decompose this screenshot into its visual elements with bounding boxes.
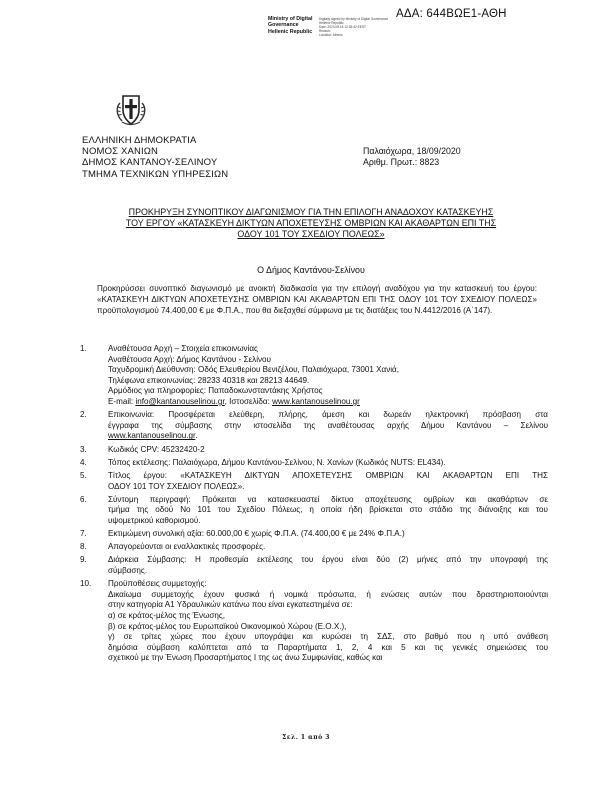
- item-number: 2.: [80, 410, 87, 420]
- tender-items-list: [80, 344, 548, 667]
- item-number: 4.: [80, 457, 87, 467]
- item-line: σύμβασης.: [108, 566, 148, 576]
- municipality-name: Ο Δήμος Καντάνου-Σελίνου: [257, 265, 365, 275]
- protocol-number: Αριθμ. Πρωτ.: 8823: [363, 157, 440, 168]
- website-link[interactable]: www.kantanouselinou.gr: [272, 396, 360, 406]
- signature-stamp: [319, 17, 401, 37]
- item-line: σχετικού με την Ένωση Προσαρτήματος Ι της ως άνω Συμφωνίας, καθώς και: [108, 653, 383, 663]
- signature-issuer: [268, 16, 318, 35]
- intro-line: ΕΠΙ ΤΗΣ ΟΔΟΥ 101 ΤΟΥ ΣΧΕΔΙΟΥ ΠΟΛΕΩΣ» προϋπολογισμού 74.400,00 € με Φ.Π.Α., που θα: [97, 295, 537, 316]
- item-line: β) σε κράτος-μέλος του Ευρωπαϊκού Οικονομικού Χώρου (Ε.Ο.Χ.),: [108, 621, 347, 631]
- item-line: Επικοινωνία: Προσφέρεται ελεύθερη, πλήρης, άμεση και δωρεάν ηλεκτρονική πρόσβαση στα: [108, 410, 548, 420]
- item-line: Αναθέτουσα Αρχή: Δήμος Καντάνου - Σελίνου: [108, 354, 271, 364]
- list-item: [80, 458, 548, 469]
- item-line: Δικαίωμα συμμετοχής έχουν φυσικά ή νομικά πρόσωπα, ή ενώσεις αυτών που δραστηριοποιούνται: [108, 589, 548, 599]
- item-line: υψομετρικού καθορισμού.: [108, 515, 201, 525]
- item-line: Διάρκεια Σύμβασης: Η προθεσμία εκτέλεσης του έργου είναι δύο (2) μήνες από την υπογραφή της: [108, 555, 548, 565]
- item-line: Απαγορεύονται οι εναλλακτικές προσφορές.: [108, 542, 266, 552]
- list-item: [80, 555, 548, 576]
- place-date: Παλαιόχωρα, 18/09/2020: [363, 146, 461, 156]
- list-item: [80, 542, 548, 553]
- item-line: Σύντομη περιγραφή: Πρόκειται να κατασκευαστεί δίκτυο αποχέτευσης ομβρίων και ακαθάρτων σε: [108, 494, 548, 504]
- item-line: Εκτιμώμενη συνολική αξία: 60.000,00 € χωρίς Φ.Π.Α. (74.400,00 € με 24% Φ.Π.Α.): [108, 529, 405, 539]
- item-line: Αναθέτουσα Αρχή – Στοιχεία επικοινωνίας: [108, 344, 258, 353]
- list-item: [80, 445, 548, 456]
- item-line: έγγραφα της σύμβασης στην ιστοσελίδα της αναθέτουσας αρχής Δήμου Καντάνου – Σελίνου: [108, 420, 548, 430]
- list-item: [80, 410, 548, 442]
- email-link[interactable]: info@kantanouselinou.gr: [135, 396, 225, 406]
- list-item: [80, 495, 548, 527]
- list-item: [80, 471, 548, 492]
- authority-line: ΔΗΜΟΣ ΚΑΝΤΑΝΟΥ-ΣΕΛΙΝΟΥ: [82, 157, 218, 169]
- item-link-line: [108, 431, 548, 442]
- item-line: στην κατηγορία Α1 Υδραυλικών κατάνω που είναι εγκατεστημένα σε:: [108, 600, 353, 610]
- signature-issuer-line: Hellenic Republic: [268, 28, 313, 35]
- item-link-suffix: .: [195, 431, 198, 441]
- item-line: Προϋποθέσεις συμμετοχής:: [108, 579, 207, 589]
- item-line: Τηλέφωνα επικοινωνίας: 28233 40318 και 28213 44649.: [108, 375, 310, 385]
- signature-issuer-line: Ministry of Digital: [268, 16, 313, 22]
- item-number: 9.: [80, 555, 87, 565]
- item-line: Ταχυδρομική Διεύθυνση: Οδός Ελευθερίου Βενιζέλου, Παλαιόχωρα, 73001 Χανιά,: [108, 365, 399, 375]
- item-line: γ) σε τρίτες χώρες που έχουν υπογράψει και κυρώσει τη ΣΔΣ, στο βαθμό που η υπό ανάθεση: [108, 632, 548, 642]
- intro-paragraph: [97, 283, 537, 317]
- item-line: α) σε κράτος-μέλος της Ένωσης,: [108, 611, 226, 620]
- website-link[interactable]: www.kantanouselinou.gr: [108, 431, 196, 441]
- signature-stamp-line: Date: 2020.09.18 12:35:42 EEST: [319, 25, 366, 29]
- heading-line: ΟΔΟΥ 101 ΤΟΥ ΣΧΕΔΙΟΥ ΠΟΛΕΩΣ»: [237, 228, 385, 239]
- authority-line: ΤΜΗΜΑ ΤΕΧΝΙΚΩΝ ΥΠΗΡΕΣΙΩΝ: [82, 168, 229, 180]
- item-line: Τίτλος έργου: «ΚΑΤΑΣΚΕΥΗ ΔΙΚΤΥΩΝ ΑΠΟΧΕΤΕΥΣΗΣ ΟΜΒΡΙΩΝ ΚΑΙ ΑΚΑΘΑΡΤΩΝ ΕΠΙ ΤΗΣ: [108, 470, 548, 480]
- authority-line: ΝΟΜΟΣ ΧΑΝΙΩΝ: [82, 146, 159, 158]
- website-label: , Ιστοσελίδα:: [224, 396, 273, 406]
- ada-code: ΑΔΑ: 644ΒΩΕ1-ΑΘΗ: [396, 8, 507, 20]
- item-line: Κωδικός CPV: 45232420-2: [108, 444, 205, 454]
- list-item: [80, 529, 548, 540]
- email-label: E-mail:: [108, 396, 136, 406]
- signature-stamp-line: Location: Athens: [319, 33, 343, 37]
- page-number: Σελ. 1 από 3: [282, 734, 330, 741]
- place-date-block: [363, 146, 563, 168]
- intro-line: κατασκευή του έργου: «ΚΑΤΑΣΚΕΥΗ ΔΙΚΤΥΩΝ ΑΠΟΧΕΤΕΥΣΗΣ ΟΜΒΡΙΩΝ ΚΑΙ ΑΚΑΘΑΡΤΩΝ: [97, 284, 537, 305]
- item-line: ΟΔΟΥ 101 ΤΟΥ ΣΧΕΔΙΟΥ ΠΟΛΕΩΣ».: [108, 481, 245, 491]
- item-line: δημόσια σύμβαση καλύπτεται από τα Παραρτήματα 1, 2, 4 και 5 και τις γενικές σημειώσεις του: [108, 642, 548, 652]
- signature-stamp-line: Digitally signed by Ministry of Digital Governance: [319, 17, 389, 21]
- authority-line: ΕΛΛΗΝΙΚΗ ΔΗΜΟΚΡΑΤΙΑ: [82, 135, 197, 146]
- issuing-authority: [82, 135, 282, 180]
- greek-coat-of-arms-icon: [114, 93, 148, 127]
- item-line: τμήμα της οδού Νο 101 του Σχεδίου Πόλεως, η οποία ήδη βρίσκεται στο στάδιο της διάνοιξης και του: [108, 505, 548, 515]
- item-number: 1.: [80, 344, 87, 353]
- document-heading: [80, 207, 542, 239]
- signature-stamp-line: Reason:: [319, 29, 331, 33]
- item-line: Τόπος εκτέλεσης: Παλαιόχωρα, Δήμου Καντάνου-Σελίνου, Ν. Χανίων (Κωδικός NUTS: EL434).: [108, 457, 446, 467]
- item-number: 3.: [80, 444, 87, 454]
- signature-issuer-line: Governance: [268, 22, 299, 29]
- item-number: 10.: [80, 579, 92, 589]
- item-number: 6.: [80, 494, 87, 504]
- intro-line: διεξαχθεί σύμφωνα με τις διατάξεις του Ν.4412/2016 (Α΄147).: [273, 306, 493, 316]
- heading-line: ΤΟΥ ΕΡΓΟΥ «ΚΑΤΑΣΚΕΥΗ ΔΙΚΤΥΩΝ ΑΠΟΧΕΤΕΥΣΗΣ ΟΜΒΡΙΩΝ ΚΑΙ ΑΚΑΘΑΡΤΩΝ ΕΠΙ ΤΗΣ: [125, 217, 497, 228]
- item-number: 7.: [80, 529, 87, 539]
- item-contact-line: [108, 397, 548, 408]
- list-item: [80, 344, 548, 408]
- item-number: 8.: [80, 542, 87, 552]
- item-number: 5.: [80, 470, 87, 480]
- list-item: [80, 579, 548, 664]
- item-line: Αρμόδιος για πληροφορίες: Παπαδοκωνσταντάκης Χρήστος: [108, 386, 323, 396]
- heading-line: ΠΡΟΚΗΡΥΞΗ ΣΥΝΟΠΤΙΚΟΥ ΔΙΑΓΩΝΙΣΜΟΥ ΓΙΑ ΤΗΝ ΕΠΙΛΟΓΗ ΑΝΑΔΟΧΟΥ ΚΑΤΑΣΚΕΥΗΣ: [128, 207, 494, 217]
- intro-line: Προκηρύσσει συνοπτικό διαγωνισμό με ανοικτή διαδικασία για την επιλογή αναδόχου για την: [97, 284, 451, 293]
- signature-stamp-line: Hellenic Republic: [319, 21, 344, 25]
